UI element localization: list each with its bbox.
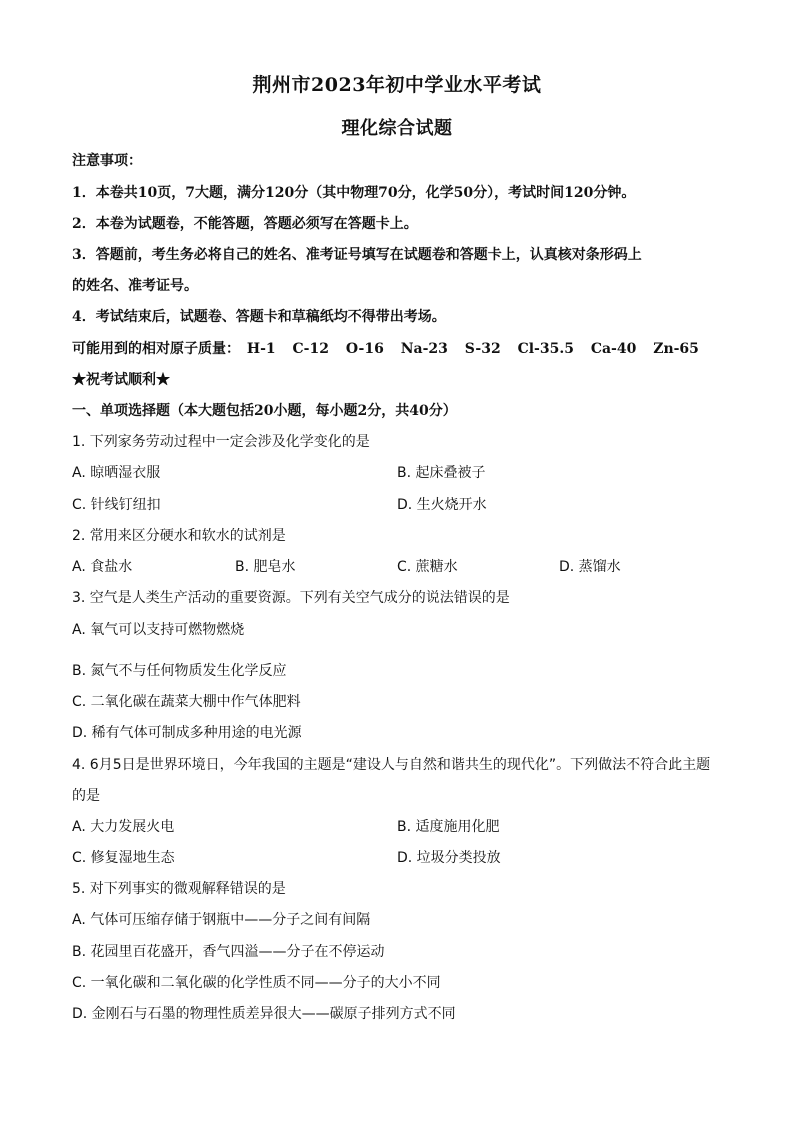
question-4-option-d: D. 垃圾分类投放	[397, 850, 501, 866]
atomic-mass-na: Na-23	[400, 341, 448, 357]
question-2-stem: 2. 常用来区分硬水和软水的试剂是	[72, 528, 286, 544]
question-2-option-a: A. 食盐水	[72, 559, 133, 575]
atomic-mass-h: H-1	[246, 341, 276, 357]
question-1-option-d: D. 生火烧开水	[397, 497, 487, 513]
atomic-masses-label: 可能用到的相对原子质量：	[72, 341, 240, 357]
question-4-stem-cont: 的是	[72, 788, 100, 804]
question-5-stem: 5. 对下列事实的微观解释错误的是	[72, 881, 286, 897]
section-heading: 一、单项选择题（本大题包括20小题，每小题2分，共40分）	[72, 403, 457, 419]
note-item-3: 3．答题前，考生务必将自己的姓名、准考证号填写在试题卷和答题卡上，认真核对条形码上	[72, 247, 642, 263]
question-3-option-c: C. 二氧化碳在蔬菜大棚中作气体肥料	[72, 694, 301, 710]
note-item-1: 1．本卷共10页，7大题，满分120分（其中物理70分，化学50分），考试时间120分钟。	[72, 185, 636, 201]
question-3-option-d: D. 稀有气体可制成多种用途的电光源	[72, 725, 302, 741]
question-3-option-a: A. 氧气可以支持可燃物燃烧	[72, 622, 245, 638]
question-4-option-c: C. 修复湿地生态	[72, 850, 175, 866]
atomic-mass-c: C-12	[292, 341, 329, 357]
atomic-masses-line	[72, 338, 711, 358]
question-1-stem: 1. 下列家务劳动过程中一定会涉及化学变化的是	[72, 434, 370, 450]
exam-subtitle: 理化综合试题	[341, 118, 453, 139]
question-4-stem: 4. 6月5日是世界环境日，今年我国的主题是“建设人与自然和谐共生的现代化”。下列做法不符合此主题	[72, 757, 711, 773]
question-1-option-c: C. 针线钉纽扣	[72, 497, 161, 513]
note-item-2: 2．本卷为试题卷，不能答题，答题必须写在答题卡上。	[72, 216, 418, 232]
question-3-stem: 3. 空气是人类生产活动的重要资源。下列有关空气成分的说法错误的是	[72, 590, 510, 606]
question-2-option-b: B. 肥皂水	[235, 559, 296, 575]
question-4-option-a: A. 大力发展火电	[72, 819, 175, 835]
question-2-option-d: D. 蒸馏水	[559, 559, 621, 575]
question-1-option-b: B. 起床叠被子	[397, 465, 486, 481]
question-5-option-b: B. 花园里百花盛开，香气四溢——分子在不停运动	[72, 944, 385, 960]
note-item-3-cont: 的姓名、准考证号。	[72, 278, 198, 294]
question-4-option-b: B. 适度施用化肥	[397, 819, 500, 835]
good-luck-line: ★祝考试顺利★	[72, 372, 170, 388]
question-3-option-b: B. 氮气不与任何物质发生化学反应	[72, 663, 287, 679]
notes-heading: 注意事项：	[72, 153, 142, 169]
question-5-option-c: C. 一氧化碳和二氧化碳的化学性质不同——分子的大小不同	[72, 975, 441, 991]
atomic-mass-cl: Cl-35.5	[517, 341, 574, 357]
atomic-mass-o: O-16	[345, 341, 384, 357]
question-5-option-a: A. 气体可压缩存储于钢瓶中——分子之间有间隔	[72, 912, 371, 928]
question-2-option-c: C. 蔗糖水	[397, 559, 458, 575]
exam-title: 荆州市2023年初中学业水平考试	[252, 74, 542, 96]
question-5-option-d: D. 金刚石与石墨的物理性质差异很大——碳原子排列方式不同	[72, 1006, 456, 1022]
question-1-option-a: A. 晾晒湿衣服	[72, 465, 161, 481]
atomic-mass-zn: Zn-65	[653, 341, 699, 357]
note-item-4: 4．考试结束后，试题卷、答题卡和草稿纸均不得带出考场。	[72, 309, 446, 325]
atomic-mass-s: S-32	[464, 341, 501, 357]
atomic-mass-ca: Ca-40	[590, 341, 637, 357]
